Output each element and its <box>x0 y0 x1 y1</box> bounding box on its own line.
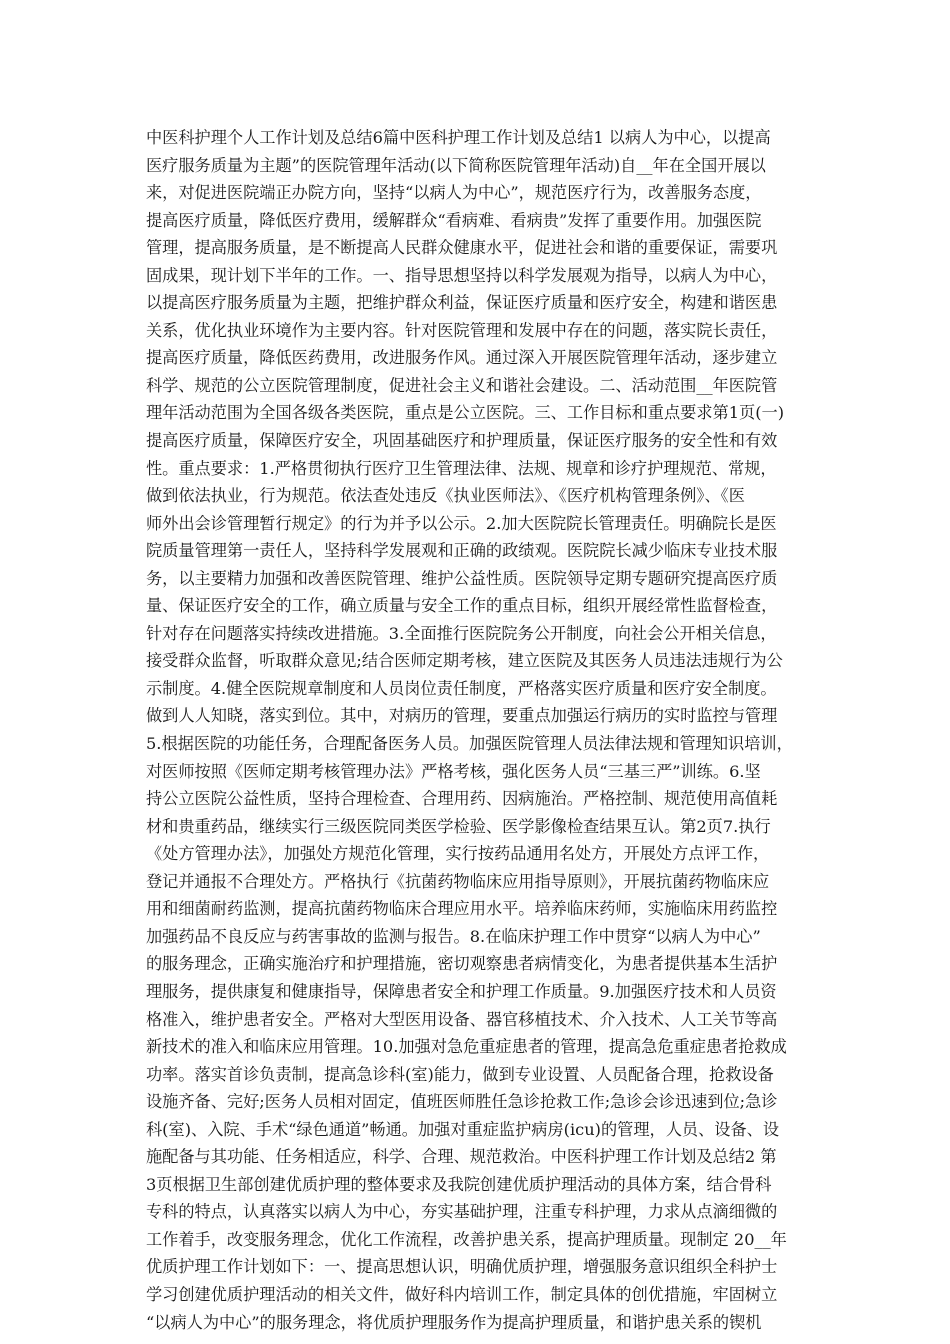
body-text-line: 管理，提高服务质量，是不断提高人民群众健康水平，促进社会和谐的重要保证，需要巩 <box>146 238 778 258</box>
body-text-line: 专科的特点，认真落实以病人为中心，夯实基础护理，注重专科护理，力求从点滴细微的 <box>146 1202 778 1222</box>
body-text-line: 针对存在问题落实持续改进措施。3.全面推行医院院务公开制度，向社会公开相关信息， <box>146 623 777 643</box>
body-text-line: 师外出会诊管理暂行规定》的行为并予以公示。2.加大医院院长管理责任。明确院长是医 <box>146 513 777 533</box>
body-text-line: 理年活动范围为全国各级各类医院，重点是公立医院。三、工作目标和重点要求第1页(一) <box>146 403 785 423</box>
body-text-line: 医疗服务质量为主题”的医院管理年活动(以下简称医院管理年活动)自__年在全国开展以 <box>146 155 766 175</box>
body-text-line: 来，对促进医院端正办院方向，坚持“以病人为中心”，规范医疗行为，改善服务态度， <box>146 183 762 203</box>
body-text-line: 以提高医疗服务质量为主题，把维护群众利益，保证医疗质量和医疗安全，构建和谐医患 <box>146 293 778 313</box>
body-text-line: 中医科护理个人工作计划及总结6篇中医科护理工作计划及总结1 以病人为中心，以提高 <box>146 128 771 147</box>
body-text-line: 的服务理念，正确实施治疗和护理措施，密切观察患者病情变化，为患者提供基本生活护 <box>146 954 778 974</box>
body-text-line: 持公立医院公益性质，坚持合理检查、合理用药、因病施治。严格控制、规范使用高值耗 <box>146 789 778 809</box>
body-text-line: 量、保证医疗安全的工作，确立质量与安全工作的重点目标，组织开展经常性监督检查， <box>146 596 778 616</box>
body-text-line: 科(室)、入院、手术“绿色通道”畅通。加强对重症监护病房(icu)的管理，人员、设备、设 <box>146 1119 780 1139</box>
body-text-line: 性。重点要求：1.严格贯彻执行医疗卫生管理法律、法规、规章和诊疗护理规范、常规， <box>146 458 777 478</box>
body-text-line: 加强药品不良反应与药害事故的监测与报告。8.在临床护理工作中贯穿“以病人为中心” <box>146 926 761 946</box>
body-text-line: 提高医疗质量，降低医疗费用，缓解群众“看病难、看病贵”发挥了重要作用。加强医院 <box>146 210 762 230</box>
body-text-line: 格准入，维护患者安全。严格对大型医用设备、器官移植技术、介入技术、人工关节等高 <box>146 1009 778 1029</box>
document-body-text <box>146 124 812 1336</box>
body-text-line: 提高医疗质量，降低医药费用，改进服务作风。通过深入开展医院管理年活动，逐步建立 <box>146 348 778 368</box>
body-text-line: 《处方管理办法》，加强处方规范化管理，实行按药品通用名处方，开展处方点评工作， <box>146 844 770 864</box>
body-text-line: 材和贵重药品，继续实行三级医院同类医学检验、医学影像检查结果互认。第2页7.执行 <box>146 816 771 836</box>
body-text-line: 做到人人知晓，落实到位。其中，对病历的管理，要重点加强运行病历的实时监控与管理 <box>146 706 778 726</box>
body-text-line: 登记并通报不合理处方。严格执行《抗菌药物临床应用指导原则》，开展抗菌药物临床应 <box>146 871 770 891</box>
body-text-line: 固成果，现计划下半年的工作。一、指导思想坚持以科学发展观为指导，以病人为中心， <box>146 265 778 285</box>
body-text-line: 学习创建优质护理活动的相关文件，做好科内培训工作，制定具体的创优措施，牢固树立 <box>146 1284 778 1304</box>
body-text-line: 用和细菌耐药监测，提高抗菌药物临床合理应用水平。培养临床药师，实施临床用药监控 <box>146 899 778 919</box>
body-text-line: 务，以主要精力加强和改善医院管理、维护公益性质。医院领导定期专题研究提高医疗质 <box>146 568 778 588</box>
body-text-line: 5.根据医院的功能任务，合理配备医务人员。加强医院管理人员法律法规和管理知识培训， <box>146 734 793 754</box>
body-text-line: 接受群众监督，听取群众意见;结合医师定期考核，建立医院及其医务人员违法违规行为公 <box>146 651 783 671</box>
body-text-line: 院质量管理第一责任人，坚持科学发展观和正确的政绩观。医院院长减少临床专业技术服 <box>146 541 778 561</box>
body-text-line: 提高医疗质量，保障医疗安全，巩固基础医疗和护理质量，保证医疗服务的安全性和有效 <box>146 431 778 451</box>
body-text-line: 3页根据卫生部创建优质护理的整体要求及我院创建优质护理活动的具体方案，结合骨科 <box>146 1174 772 1194</box>
body-text-line: 优质护理工作计划如下：一、提高思想认识，明确优质护理，增强服务意识组织全科护士 <box>146 1257 778 1277</box>
body-text-line: 新技术的准入和临床应用管理。10.加强对急危重症患者的管理，提高急危重症患者抢救成 <box>146 1037 787 1057</box>
body-text-line: 功率。落实首诊负责制，提高急诊科(室)能力，做到专业设置、人员配备合理，抢救设备 <box>146 1064 774 1084</box>
body-text-line: 科学、规范的公立医院管理制度，促进社会主义和谐社会建设。二、活动范围__年医院管 <box>146 375 778 395</box>
body-text-line: 关系，优化执业环境作为主要内容。针对医院管理和发展中存在的问题，落实院长责任， <box>146 320 778 340</box>
body-text-line: 工作着手，改变服务理念，优化工作流程，改善护患关系，提高护理质量。现制定 20__年 <box>146 1229 787 1249</box>
body-text-line: “以病人为中心”的服务理念，将优质护理服务作为提高护理质量，和谐护患关系的锲机 <box>146 1312 762 1332</box>
body-text-line: 理服务，提供康复和健康指导，保障患者安全和护理工作质量。9.加强医疗技术和人员资 <box>146 981 777 1001</box>
body-text-line: 示制度。4.健全医院规章制度和人员岗位责任制度，严格落实医疗质量和医疗安全制度。 <box>146 678 777 698</box>
body-text-line: 对医师按照《医师定期考核管理办法》严格考核，强化医务人员“三基三严”训练。6.坚 <box>146 761 761 781</box>
body-text-line: 做到依法执业，行为规范。依法查处违反《执业医师法》、《医疗机构管理条例》、《医 <box>146 486 745 506</box>
body-text-line: 设施齐备、完好;医务人员相对固定，值班医师胜任急诊抢救工作;急诊会诊迅速到位;急诊 <box>146 1092 778 1112</box>
body-text-line: 施配备与其功能、任务相适应，科学、合理、规范救治。中医科护理工作计划及总结2 第 <box>146 1147 777 1167</box>
